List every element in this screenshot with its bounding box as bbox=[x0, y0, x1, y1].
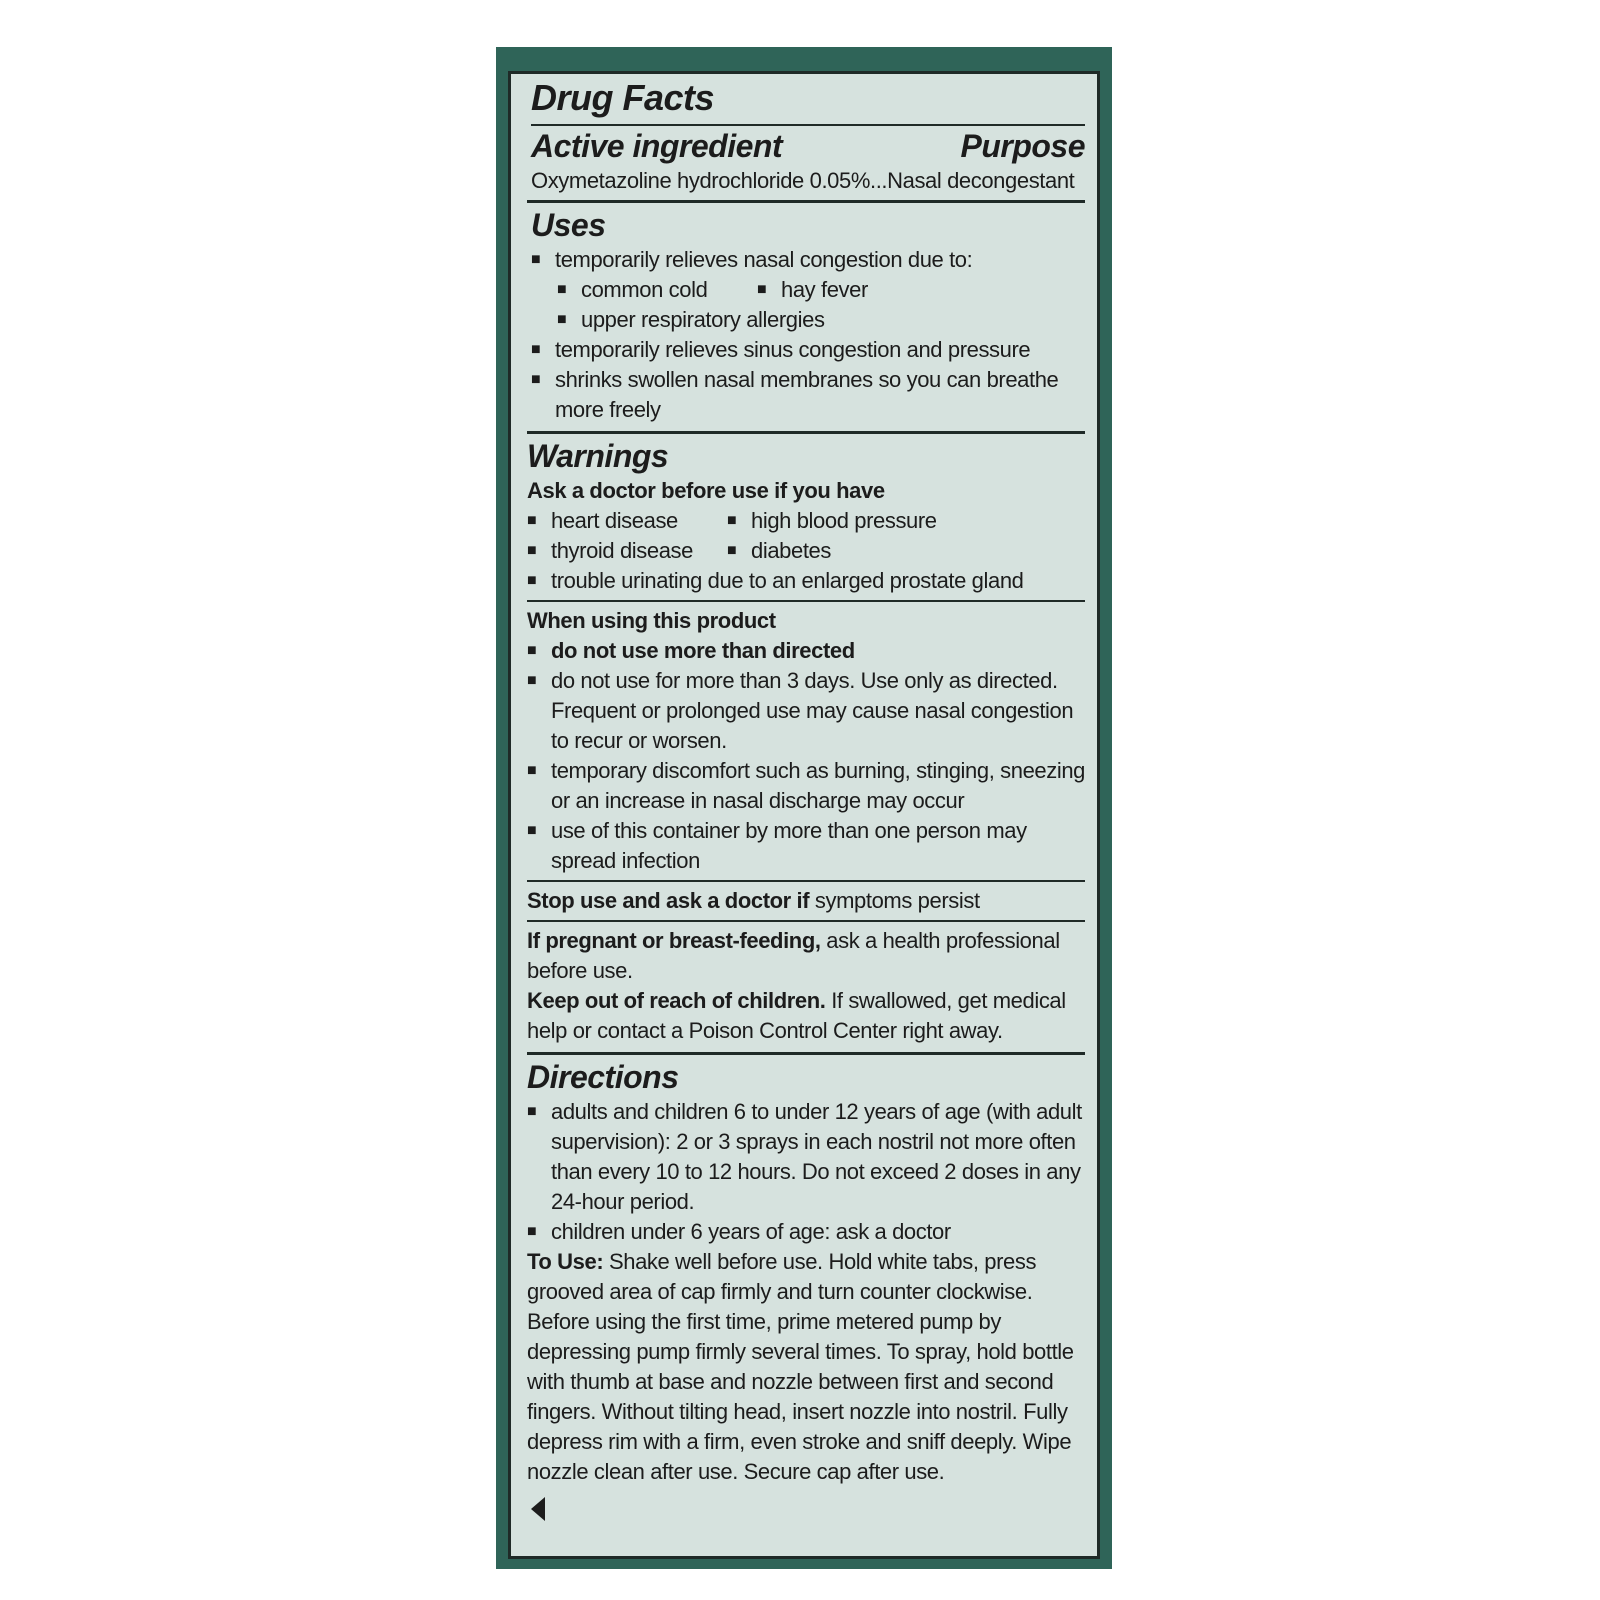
list-item: ■ adults and children 6 to under 12 years of age (with adult supervision): 2 or 3 sprays in each nostril not more often than every 10 to 12 hours. Do not exceed 2 doses in any 24-hour period. bbox=[527, 1097, 1085, 1217]
left-arrow-icon bbox=[531, 1497, 545, 1521]
pregnancy-line: If pregnant or breast-feeding, ask a health professional before use. bbox=[527, 928, 1060, 983]
ask-doctor-heading: Ask a doctor before use if you have bbox=[527, 478, 885, 503]
square-bullet-icon: ■ bbox=[727, 542, 737, 559]
to-use-paragraph: To Use: Shake well before use. Hold white tabs, press grooved area of cap firmly and turn counter clockwise. Before using the first time, prime metered pump by depressing pump firmly several times. To spray, hold bottle with thumb at base and nozzle between first and second fingers. Without tilting head, insert nozzle into nostril. Fully depress rim with a firm, even stroke and sniff deeply. Wipe nozzle clean after use. Secure cap after use. bbox=[527, 1249, 1074, 1484]
list-item: ■ heart disease bbox=[527, 506, 727, 536]
active-header-row bbox=[527, 126, 1085, 166]
sub-list-row bbox=[531, 275, 1085, 305]
list-item: ■ thyroid disease bbox=[527, 536, 727, 566]
square-bullet-icon: ■ bbox=[527, 1223, 537, 1240]
square-bullet-icon: ■ bbox=[557, 311, 567, 328]
square-bullet-icon: ■ bbox=[527, 642, 537, 659]
square-bullet-icon: ■ bbox=[527, 672, 537, 689]
uses-heading: Uses bbox=[531, 207, 606, 243]
keep-out-line: Keep out of reach of children. If swallowed, get medical help or contact a Poison Control Center right away. bbox=[527, 988, 1066, 1043]
list-item: ■ do not use more than directed bbox=[527, 636, 1085, 666]
list-item: ■ children under 6 years of age: ask a doctor bbox=[527, 1217, 1085, 1247]
list-item: ■ common cold bbox=[557, 275, 757, 305]
ask-row bbox=[527, 536, 1085, 566]
list-item: ■ trouble urinating due to an enlarged prostate gland bbox=[527, 566, 1085, 596]
directions-heading: Directions bbox=[527, 1059, 679, 1095]
ask-row bbox=[527, 506, 1085, 536]
uses-section bbox=[527, 203, 1085, 434]
directions-section bbox=[527, 1055, 1085, 1521]
when-using-heading: When using this product bbox=[527, 608, 776, 633]
purpose-heading: Purpose bbox=[960, 128, 1085, 164]
square-bullet-icon: ■ bbox=[531, 341, 541, 358]
subsection-divider bbox=[527, 600, 1085, 602]
square-bullet-icon: ■ bbox=[527, 572, 537, 589]
square-bullet-icon: ■ bbox=[531, 251, 541, 268]
square-bullet-icon: ■ bbox=[557, 281, 567, 298]
square-bullet-icon: ■ bbox=[527, 822, 537, 839]
list-item: ■ use of this container by more than one person may spread infection bbox=[527, 816, 1085, 876]
ingredient-line: Oxymetazoline hydrochloride 0.05%...Nasal decongestant bbox=[531, 168, 1075, 193]
active-ingredient-heading: Active ingredient bbox=[531, 128, 783, 164]
list-item: ■ temporary discomfort such as burning, stinging, sneezing or an increase in nasal discharge may occur bbox=[527, 756, 1085, 816]
list-item: ■ temporarily relieves nasal congestion due to: bbox=[531, 245, 1085, 275]
stop-use-line: Stop use and ask a doctor if symptoms persist bbox=[527, 888, 980, 913]
warnings-heading: Warnings bbox=[527, 438, 669, 474]
square-bullet-icon: ■ bbox=[527, 762, 537, 779]
active-ingredient-section bbox=[527, 74, 1085, 203]
square-bullet-icon: ■ bbox=[527, 512, 537, 529]
list-item: ■ diabetes bbox=[727, 536, 927, 566]
subsection-divider bbox=[527, 880, 1085, 882]
drug-facts-title: Drug Facts bbox=[531, 77, 715, 118]
list-item: ■ high blood pressure bbox=[727, 506, 1027, 536]
square-bullet-icon: ■ bbox=[531, 371, 541, 388]
list-item: ■ upper respiratory allergies bbox=[531, 305, 1085, 335]
list-item: ■ hay fever bbox=[757, 275, 957, 305]
square-bullet-icon: ■ bbox=[527, 542, 537, 559]
square-bullet-icon: ■ bbox=[757, 281, 767, 298]
package-border bbox=[496, 47, 1112, 1569]
subsection-divider bbox=[527, 920, 1085, 922]
list-item: ■ shrinks swollen nasal membranes so you can breathe more freely bbox=[531, 365, 1085, 425]
warnings-section bbox=[527, 434, 1085, 1055]
drug-facts-panel bbox=[508, 71, 1100, 1559]
list-item: ■ do not use for more than 3 days. Use only as directed. Frequent or prolonged use may cause nasal congestion to recur or worsen. bbox=[527, 666, 1085, 756]
list-item: ■ temporarily relieves sinus congestion and pressure bbox=[531, 335, 1085, 365]
square-bullet-icon: ■ bbox=[527, 1103, 537, 1120]
square-bullet-icon: ■ bbox=[727, 512, 737, 529]
